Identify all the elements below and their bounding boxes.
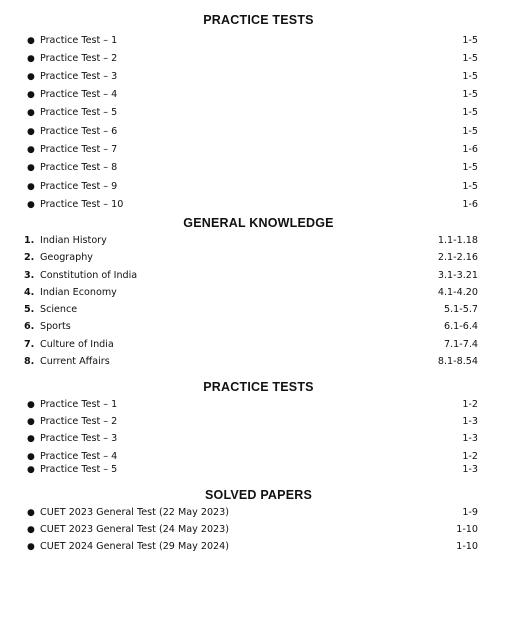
toc-item-pages: 1-6 [462, 144, 478, 155]
toc-item [24, 463, 478, 477]
toc-item-number: 8. [24, 356, 35, 367]
bullet-icon: ● [27, 182, 35, 192]
toc-item [24, 355, 478, 369]
bullet-icon: ● [27, 525, 35, 535]
toc-item-label: Practice Test – 5 [40, 464, 118, 475]
bullet-icon: ● [27, 36, 35, 46]
toc-item-label: CUET 2023 General Test (22 May 2023) [40, 507, 229, 518]
bullet-icon: ● [27, 163, 35, 173]
toc-item-number: 7. [24, 339, 35, 350]
bullet-icon: ● [27, 400, 35, 410]
toc-item-number: 3. [24, 270, 35, 281]
bullet-icon: ● [27, 465, 35, 475]
toc-item-pages: 6.1-6.4 [444, 321, 478, 332]
toc-item-label: Practice Test – 4 [40, 451, 118, 462]
toc-item [24, 286, 478, 300]
toc-item-pages: 1-2 [462, 399, 478, 410]
toc-item-label: Practice Test – 5 [40, 107, 118, 118]
toc-item-pages: 1-2 [462, 451, 478, 462]
toc-item-label: Practice Test – 10 [40, 199, 124, 210]
toc-item-pages: 1-5 [462, 89, 478, 100]
toc-item [24, 52, 478, 66]
toc-item-label: Practice Test – 6 [40, 126, 118, 137]
bullet-icon: ● [27, 90, 35, 100]
toc-item-label: Practice Test – 9 [40, 181, 118, 192]
toc-item-label: CUET 2024 General Test (29 May 2024) [40, 541, 229, 552]
toc-item-pages: 1.1-1.18 [437, 235, 478, 246]
toc-item [24, 398, 478, 412]
toc-item-label: Practice Test – 3 [40, 433, 118, 444]
toc-item [24, 34, 478, 48]
toc-item [24, 506, 478, 520]
toc-item-pages: 1-5 [462, 181, 478, 192]
bullet-icon: ● [27, 542, 35, 552]
toc-item-pages: 1-10 [456, 524, 478, 535]
toc-item-pages: 1-3 [462, 416, 478, 427]
toc-item-label: Culture of India [40, 339, 114, 350]
toc-item-label: Constitution of India [40, 270, 138, 281]
toc-item-label: Practice Test – 1 [40, 35, 118, 46]
toc-item [24, 198, 478, 212]
section-heading: PRACTICE TESTS [203, 13, 314, 27]
toc-item [24, 415, 478, 429]
toc-item [24, 125, 478, 139]
section-heading: GENERAL KNOWLEDGE [183, 216, 334, 230]
toc-item [24, 251, 478, 265]
section-heading: PRACTICE TESTS [203, 380, 314, 394]
toc-item-label: Practice Test – 2 [40, 53, 118, 64]
toc-item-number: 6. [24, 321, 35, 332]
toc-item [24, 450, 478, 464]
toc-item [24, 88, 478, 102]
toc-item [24, 338, 478, 352]
toc-item [24, 523, 478, 537]
toc-item-pages: 1-5 [462, 162, 478, 173]
toc-item-label: Geography [40, 252, 93, 263]
toc-item [24, 161, 478, 175]
bullet-icon: ● [27, 434, 35, 444]
toc-item [24, 70, 478, 84]
toc-item [24, 320, 478, 334]
toc-item-label: Practice Test – 8 [40, 162, 118, 173]
toc-item [24, 143, 478, 157]
bullet-icon: ● [27, 508, 35, 518]
toc-item-label: Current Affairs [40, 356, 110, 367]
toc-item-label: Indian History [40, 235, 107, 246]
toc-item-pages: 1-5 [462, 126, 478, 137]
section-heading: SOLVED PAPERS [204, 488, 313, 502]
toc-item-number: 1. [24, 235, 35, 246]
bullet-icon: ● [27, 72, 35, 82]
toc-item [24, 432, 478, 446]
toc-item-label: Indian Economy [40, 287, 117, 298]
toc-item [24, 180, 478, 194]
toc-item-label: Sports [40, 321, 71, 332]
toc-item-pages: 1-5 [462, 53, 478, 64]
toc-item-pages: 5.1-5.7 [444, 304, 478, 315]
toc-item-label: Practice Test – 4 [40, 89, 118, 100]
toc-item-number: 4. [24, 287, 35, 298]
toc-item [24, 540, 478, 554]
bullet-icon: ● [27, 127, 35, 137]
toc-item-pages: 1-9 [462, 507, 478, 518]
toc-item-number: 5. [24, 304, 35, 315]
toc-item-pages: 1-3 [462, 464, 478, 475]
toc-item-label: Practice Test – 1 [40, 399, 118, 410]
bullet-icon: ● [27, 200, 35, 210]
toc-item-pages: 2.1-2.16 [437, 252, 478, 263]
toc-item [24, 234, 478, 248]
toc-item-label: Practice Test – 2 [40, 416, 118, 427]
toc-item-pages: 1-5 [462, 107, 478, 118]
bullet-icon: ● [27, 108, 35, 118]
toc-item-label: CUET 2023 General Test (24 May 2023) [40, 524, 229, 535]
bullet-icon: ● [27, 145, 35, 155]
toc-item-number: 2. [24, 252, 35, 263]
toc-item-pages: 8.1-8.54 [437, 356, 478, 367]
toc-item-label: Practice Test – 7 [40, 144, 118, 155]
toc-item-pages: 3.1-3.21 [437, 270, 478, 281]
bullet-icon: ● [27, 54, 35, 64]
toc-item-pages: 1-6 [462, 199, 478, 210]
toc-item [24, 303, 478, 317]
toc-item-label: Science [40, 304, 78, 315]
toc-item-pages: 1-5 [462, 71, 478, 82]
toc-item [24, 106, 478, 120]
toc-item-pages: 1-3 [462, 433, 478, 444]
toc-item-label: Practice Test – 3 [40, 71, 118, 82]
toc-item-pages: 4.1-4.20 [437, 287, 478, 298]
toc-item-pages: 1-10 [456, 541, 478, 552]
bullet-icon: ● [27, 417, 35, 427]
toc-item [24, 269, 478, 283]
toc-item-pages: 1-5 [462, 35, 478, 46]
toc-item-pages: 7.1-7.4 [444, 339, 478, 350]
bullet-icon: ● [27, 452, 35, 462]
